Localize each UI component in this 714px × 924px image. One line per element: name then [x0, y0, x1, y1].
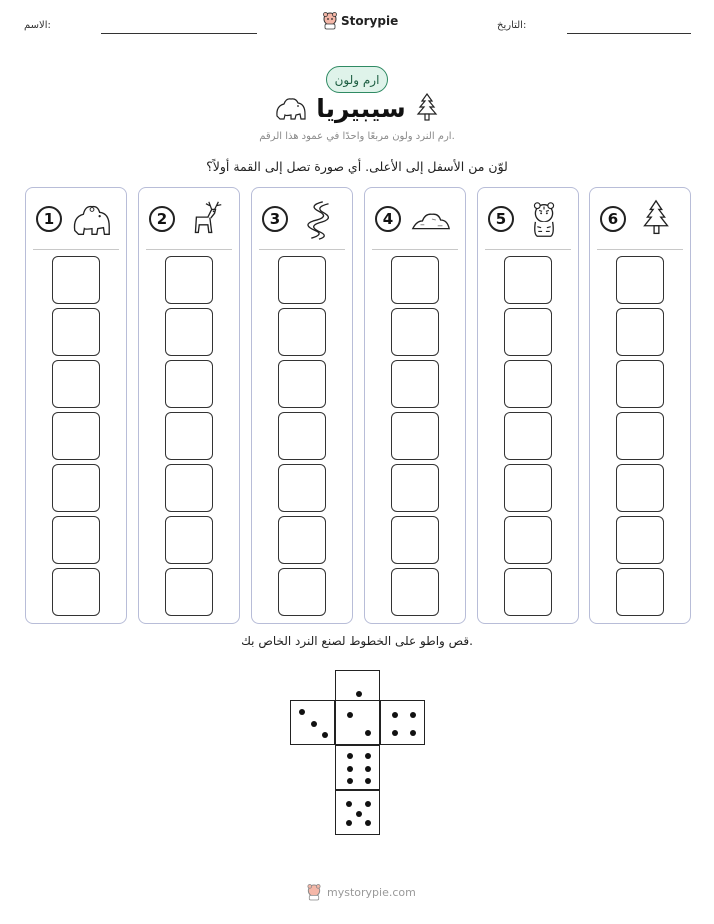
footer — [306, 884, 416, 901]
color-square[interactable] — [391, 256, 439, 304]
column-header — [365, 198, 465, 242]
roll-and-color-badge: ارم ولون — [326, 66, 388, 93]
column-6 — [589, 187, 691, 624]
dice-face-2 — [335, 700, 380, 745]
storypie-mascot-icon — [306, 884, 322, 901]
color-square[interactable] — [165, 568, 213, 616]
date-label: التاريخ: — [497, 20, 527, 31]
color-square[interactable] — [616, 256, 664, 304]
color-square[interactable] — [391, 412, 439, 460]
color-square[interactable] — [504, 360, 552, 408]
column-divider — [372, 249, 458, 250]
column-1 — [25, 187, 127, 624]
column-number: 5 — [488, 206, 514, 232]
column-number: 6 — [600, 206, 626, 232]
dice-pip — [346, 820, 352, 826]
column-header — [252, 198, 352, 242]
color-square[interactable] — [278, 412, 326, 460]
dice-pip — [346, 801, 352, 807]
dice-pip — [365, 820, 371, 826]
name-label: الاسم: — [24, 20, 51, 31]
color-square[interactable] — [52, 256, 100, 304]
bear-icon — [70, 198, 114, 242]
color-square[interactable] — [52, 412, 100, 460]
color-square[interactable] — [278, 308, 326, 356]
column-divider — [33, 249, 119, 250]
title-row — [274, 90, 440, 126]
color-square[interactable] — [278, 568, 326, 616]
color-square[interactable] — [52, 464, 100, 512]
dice-pip — [322, 732, 328, 738]
dice-face-3 — [290, 700, 335, 745]
dice-pip — [365, 753, 371, 759]
color-square[interactable] — [616, 412, 664, 460]
column-5 — [477, 187, 579, 624]
color-square[interactable] — [616, 568, 664, 616]
column-2 — [138, 187, 240, 624]
dice-face-4 — [380, 700, 425, 745]
dice-pip — [365, 766, 371, 772]
dice-pip — [365, 801, 371, 807]
color-square[interactable] — [278, 516, 326, 564]
color-square[interactable] — [278, 360, 326, 408]
pine-tree-icon — [634, 198, 678, 242]
column-4 — [364, 187, 466, 624]
color-square[interactable] — [278, 464, 326, 512]
color-square[interactable] — [52, 360, 100, 408]
name-line[interactable] — [101, 33, 257, 34]
pine-tree-icon — [414, 92, 440, 124]
color-square[interactable] — [165, 516, 213, 564]
dice-pip — [392, 730, 398, 736]
dice-pip — [299, 709, 305, 715]
river-icon — [296, 198, 340, 242]
color-square[interactable] — [391, 360, 439, 408]
color-square[interactable] — [391, 516, 439, 564]
color-square[interactable] — [391, 568, 439, 616]
footer-url[interactable]: mystorypie.com — [327, 886, 416, 899]
dice-pip — [347, 778, 353, 784]
dice-face-5 — [335, 790, 380, 835]
color-square[interactable] — [278, 256, 326, 304]
color-square[interactable] — [504, 308, 552, 356]
dice-pip — [356, 811, 362, 817]
dice-pip — [392, 712, 398, 718]
snow-pile-icon — [409, 198, 453, 242]
color-square[interactable] — [616, 464, 664, 512]
column-number: 1 — [36, 206, 62, 232]
brand-logo — [322, 12, 398, 30]
column-number: 3 — [262, 206, 288, 232]
dice-pip — [365, 730, 371, 736]
page-title: سيبيريا — [316, 93, 406, 123]
color-square[interactable] — [52, 308, 100, 356]
column-divider — [597, 249, 683, 250]
dice-pip — [311, 721, 317, 727]
subtitle: ارم النرد ولون مربعًا واحدًا في عمود هذا الرقم. — [259, 131, 455, 142]
column-divider — [485, 249, 571, 250]
color-square[interactable] — [504, 412, 552, 460]
dice-pip — [365, 778, 371, 784]
instruction: لوّن من الأسفل إلى الأعلى. أي صورة تصل إلى القمة أولاً؟ — [206, 159, 508, 174]
color-square[interactable] — [165, 412, 213, 460]
column-number: 4 — [375, 206, 401, 232]
dice-pip — [410, 730, 416, 736]
dice-pip — [410, 712, 416, 718]
color-square[interactable] — [165, 360, 213, 408]
color-square[interactable] — [165, 308, 213, 356]
column-header — [139, 198, 239, 242]
column-divider — [146, 249, 232, 250]
color-square[interactable] — [616, 360, 664, 408]
color-square[interactable] — [616, 308, 664, 356]
color-square[interactable] — [616, 516, 664, 564]
color-square[interactable] — [504, 516, 552, 564]
column-number: 2 — [149, 206, 175, 232]
color-square[interactable] — [504, 464, 552, 512]
bear-icon — [274, 94, 308, 122]
dice-face-6 — [335, 745, 380, 790]
column-header — [590, 198, 690, 242]
color-square[interactable] — [391, 308, 439, 356]
dice-pip — [347, 766, 353, 772]
color-square[interactable] — [504, 256, 552, 304]
reindeer-icon — [183, 198, 227, 242]
dice-pip — [347, 712, 353, 718]
dice-pip — [347, 753, 353, 759]
color-square[interactable] — [52, 516, 100, 564]
column-header — [478, 198, 578, 242]
brand-name: Storypie — [341, 14, 399, 28]
date-line[interactable] — [567, 33, 691, 34]
dice-pip — [356, 691, 362, 697]
column-header — [26, 198, 126, 242]
column-divider — [259, 249, 345, 250]
cut-instruction: قص واطو على الخطوط لصنع النرد الخاص بك. — [241, 634, 473, 648]
column-3 — [251, 187, 353, 624]
color-square[interactable] — [504, 568, 552, 616]
tiger-icon — [522, 198, 566, 242]
storypie-mascot-icon — [322, 12, 338, 30]
color-square[interactable] — [165, 464, 213, 512]
color-square[interactable] — [52, 568, 100, 616]
color-square[interactable] — [165, 256, 213, 304]
color-square[interactable] — [391, 464, 439, 512]
